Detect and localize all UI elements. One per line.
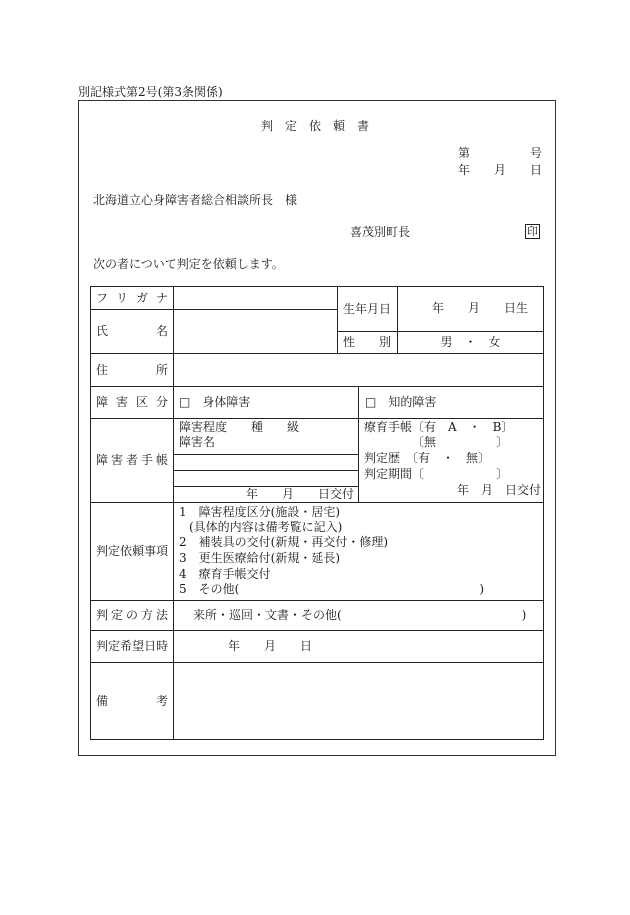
label-glyph: 住: [96, 362, 109, 377]
label-glyph: 定: [108, 544, 121, 558]
label-glyph: 備: [96, 694, 109, 708]
ryoiku-handbook-status-none: 〔無 〕: [412, 435, 509, 449]
label-glyph: 氏: [96, 324, 109, 338]
label-glyph: 定: [110, 608, 123, 622]
label-glyph: 時: [156, 639, 169, 653]
label-glyph: 生: [343, 301, 356, 316]
label-glyph: 障: [96, 453, 109, 467]
label-glyph: 性: [343, 335, 356, 349]
ryoiku-handbook-status: 療育手帳〔有 A ・ B〕: [364, 420, 514, 434]
request-item: 4 療育手帳交付: [179, 567, 271, 581]
document-date-line: 年 月 日: [458, 163, 543, 177]
desired-date-label: [96, 630, 168, 662]
label-glyph: 方: [140, 608, 153, 622]
label-glyph: 者: [125, 453, 138, 467]
addressee: 北海道立心身障害者総合相談所長 様: [93, 193, 298, 207]
document-number-line: 第 号: [458, 146, 543, 160]
request-item: 5 その他( ): [179, 582, 485, 596]
birthdate-value: 年 月 日生: [432, 301, 529, 315]
handbook-label: [96, 418, 168, 502]
ryoiku-handbook-issued-date: 年 月 日交付: [457, 483, 542, 497]
disability-type-label: [96, 386, 168, 418]
intro-text: 次の者について判定を依頼します。: [93, 257, 284, 271]
rule-handbook-sub-2: [173, 470, 358, 471]
label-glyph: の: [125, 608, 138, 622]
request-item: 1 障害程度区分(施設・居宅): [179, 505, 340, 519]
request-item: 2 補装具の交付(新規・再交付・修理): [179, 535, 388, 549]
label-glyph: リ: [115, 290, 128, 305]
label-glyph: 事: [144, 544, 157, 558]
ryoiku-judgement-period: 判定期間〔 〕: [364, 467, 509, 481]
disability-option-physical: □ 身体障害: [179, 395, 251, 409]
physical-handbook-issued-date: 年 月 日交付: [246, 487, 355, 501]
request-item: 3 更生医療給付(新規・延長): [179, 551, 340, 565]
label-glyph: 依: [120, 544, 133, 558]
furigana-value-cell: [174, 287, 337, 309]
form-reference: 別記様式第2号(第3条関係): [78, 85, 223, 99]
remarks-value-cell: [174, 663, 544, 740]
label-glyph: 区: [135, 395, 148, 409]
label-glyph: 手: [140, 453, 153, 467]
label-glyph: ガ: [135, 290, 148, 305]
label-glyph: 法: [155, 608, 168, 622]
name-value-cell: [174, 310, 337, 353]
physical-handbook-grade: 障害程度 種 級: [179, 420, 300, 434]
seal-stamp-box: 印: [527, 225, 538, 238]
document-title: 判 定 依 頼 書: [261, 119, 370, 133]
physical-handbook-disability-name: 障害名: [179, 435, 216, 449]
disability-option-intellectual: □ 知的障害: [365, 395, 437, 409]
label-glyph: 害: [110, 453, 123, 467]
label-glyph: 日: [379, 301, 392, 316]
label-glyph: 年: [355, 301, 368, 316]
label-glyph: 名: [155, 324, 168, 338]
label-glyph: 日: [144, 639, 157, 653]
ryoiku-judgement-history: 判定歴 〔有 ・ 無〕: [364, 451, 491, 465]
label-glyph: 別: [378, 335, 391, 349]
label-glyph: 分: [155, 395, 168, 409]
label-glyph: ナ: [155, 290, 168, 305]
label-glyph: 定: [108, 639, 121, 653]
method-value: 来所・巡回・文書・その他( ): [193, 608, 527, 622]
address-value-cell: [174, 354, 544, 386]
label-glyph: 所: [155, 362, 168, 377]
remarks-label: [96, 662, 168, 740]
label-glyph: 考: [155, 694, 168, 708]
rule-disability-split: [358, 386, 359, 502]
address-label: [96, 353, 168, 386]
desired-date-value: 年 月 日: [228, 639, 313, 653]
label-glyph: 判: [96, 639, 109, 653]
label-glyph: 判: [96, 608, 109, 622]
method-label: [96, 600, 168, 630]
label-glyph: 帳: [155, 453, 168, 467]
request-item-note: (具体的内容は備考覧に記入): [189, 520, 343, 534]
label-glyph: 項: [156, 544, 169, 558]
label-glyph: フ: [96, 290, 109, 305]
label-glyph: 月: [367, 301, 380, 316]
label-glyph: 判: [96, 544, 109, 558]
birthdate-label: [343, 286, 391, 331]
sex-value: 男 ・ 女: [440, 335, 501, 349]
label-glyph: 障: [96, 395, 109, 409]
furigana-label: [96, 286, 168, 309]
name-label: [96, 309, 168, 353]
rule-birth-label-left: [337, 286, 338, 353]
label-glyph: 望: [132, 639, 145, 653]
label-glyph: 頼: [132, 544, 145, 558]
label-glyph: 希: [120, 639, 133, 653]
request-items-label: [96, 502, 168, 600]
label-glyph: 害: [115, 395, 128, 409]
sex-label: [343, 331, 391, 353]
rule-handbook-sub-1: [173, 454, 358, 455]
sender: 喜茂別町長: [350, 225, 411, 239]
